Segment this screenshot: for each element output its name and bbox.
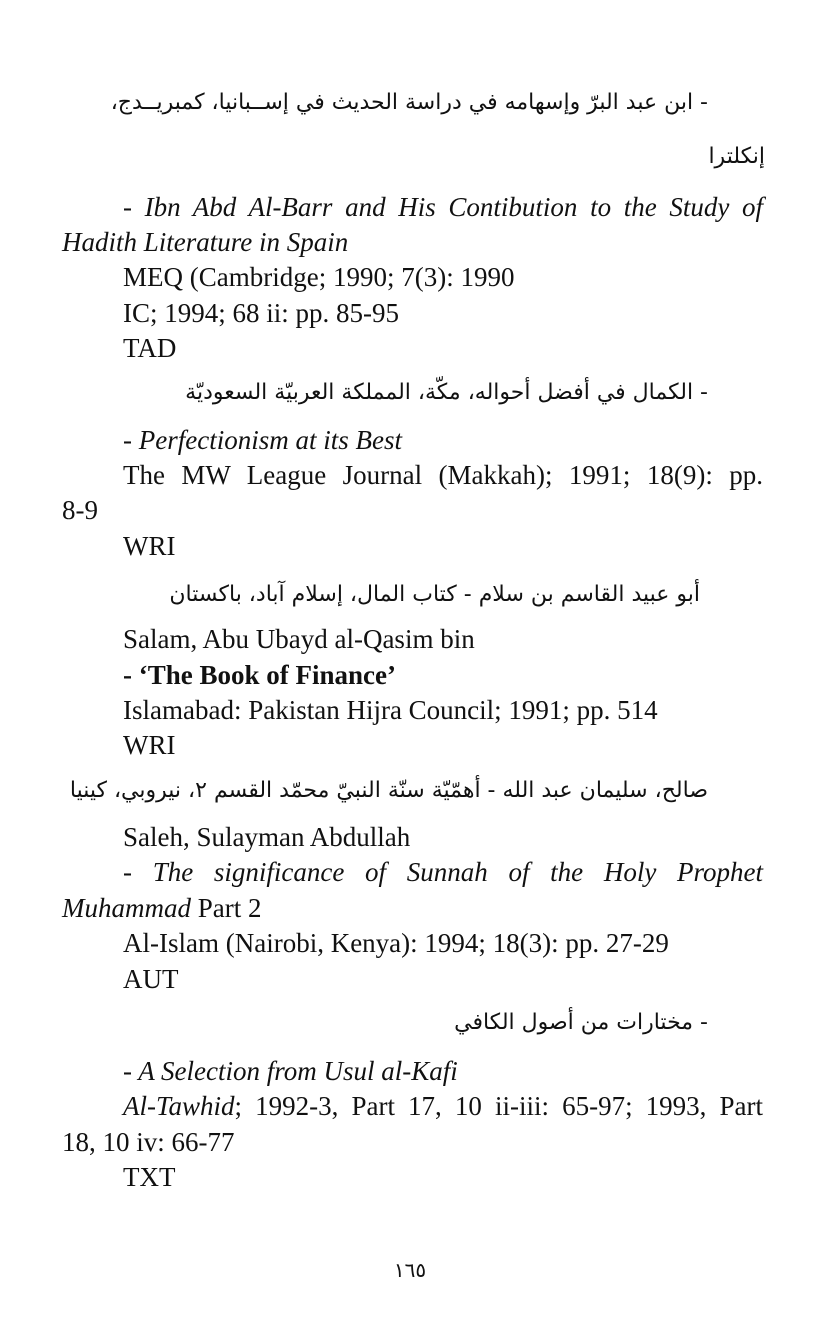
entry-4-author: Saleh, Sulayman Abdullah <box>123 822 411 852</box>
arabic-entry-3: أبو عبيد القاسم بن سلام - كتاب المال، إسلام آباد، باكستان <box>169 582 700 607</box>
entry-3-author: Salam, Abu Ubayd al-Qasim bin <box>123 624 475 654</box>
entry-5-source-line-1 <box>123 1089 763 1123</box>
entry-5-details: ; 1992-3, Part 17, 10 ii-iii: 65-97; 1993, Part <box>234 1091 763 1121</box>
entry-4-title-line-1: - The significance of Sunnah of the Holy Prophet <box>123 857 763 887</box>
entry-1-code: TAD <box>123 333 177 363</box>
arabic-entry-1-line-1: - ابن عبد البرّ وإسهامه في دراسة الحديث في إســبانيا، كمبريــدج، <box>110 90 708 115</box>
entry-1-title-line-2: Hadith Literature in Spain <box>62 227 349 257</box>
arabic-entry-4: صالح، سليمان عبد الله - أهمّيّة سنّة النبيّ محمّد القسم ٢، نيروبي، كينيا <box>69 778 708 803</box>
entry-5-code: TXT <box>123 1162 176 1192</box>
entry-5-source-line-2: 18, 10 iv: 66-77 <box>62 1127 235 1157</box>
entry-4-code: AUT <box>123 964 179 994</box>
entry-4-source: Al-Islam (Nairobi, Kenya): 1994; 18(3): pp. 27-29 <box>123 928 669 958</box>
entry-4-title-end: Muhammad <box>62 893 191 923</box>
entry-2-source-line-1: The MW League Journal (Makkah); 1991; 18(9): pp. <box>123 460 763 490</box>
entry-2-source-line-2: 8-9 <box>62 495 98 525</box>
entry-2-title: - Perfectionism at its Best <box>123 425 402 455</box>
entry-3-source: Islamabad: Pakistan Hijra Council; 1991; pp. 514 <box>123 695 658 725</box>
entry-3-code: WRI <box>123 730 176 760</box>
entry-3-title: - ‘The Book of Finance’ <box>123 660 396 690</box>
arabic-entry-2: - الكمال في أفضل أحواله، مكّة، المملكة العربيّة السعوديّة <box>185 380 708 405</box>
page-number: ١٦٥ <box>393 1258 427 1282</box>
entry-1-source-2: IC; 1994; 68 ii: pp. 85-95 <box>123 298 399 328</box>
entry-1-title-line-1: - Ibn Abd Al-Barr and His Contibution to the Study of <box>123 192 763 222</box>
arabic-entry-1-line-2: إنكلترا <box>708 144 765 169</box>
entry-2-code: WRI <box>123 531 176 561</box>
entry-4-title-line-2 <box>62 891 262 925</box>
entry-1-source-1: MEQ (Cambridge; 1990; 7(3): 1990 <box>123 262 515 292</box>
entry-5-title: - A Selection from Usul al-Kafi <box>123 1056 458 1086</box>
arabic-entry-5: - مختارات من أصول الكافي <box>454 1010 708 1035</box>
entry-4-part: Part 2 <box>191 893 262 923</box>
entry-5-journal: Al-Tawhid <box>123 1091 235 1121</box>
